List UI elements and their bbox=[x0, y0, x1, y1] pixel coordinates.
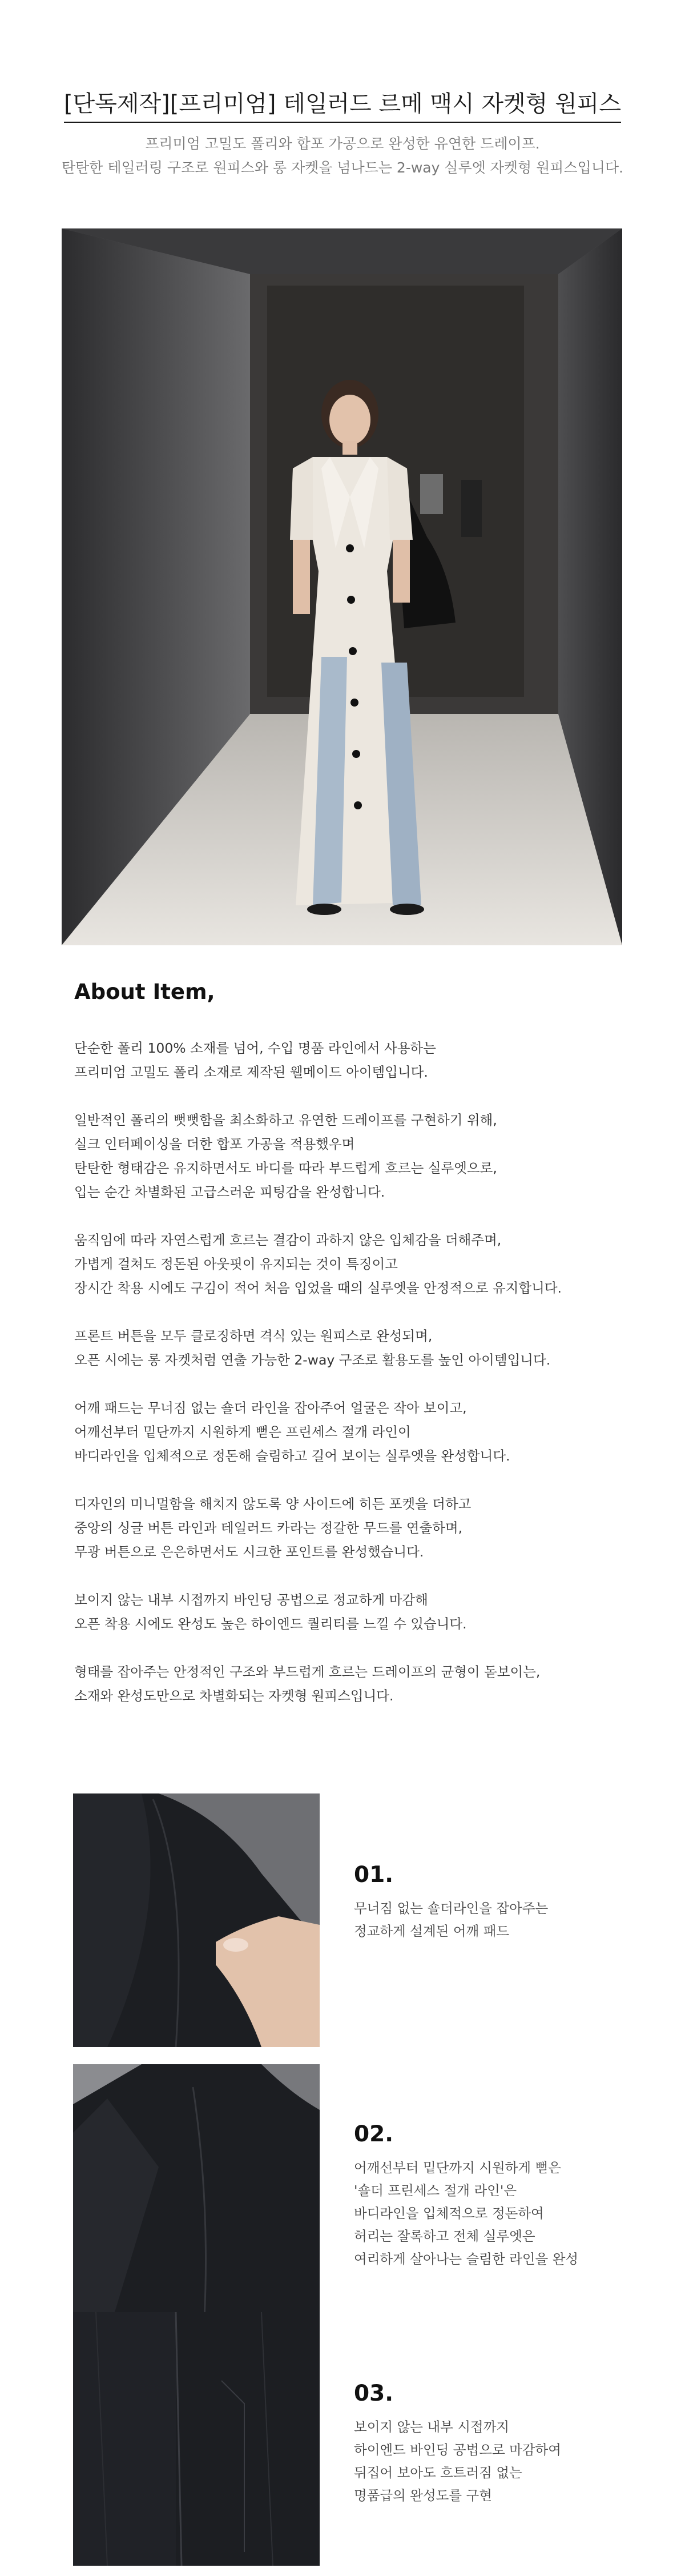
feature-photo bbox=[73, 1793, 320, 2047]
about-paragraph: 디자인의 미니멀함을 해치지 않도록 양 사이드에 히든 포켓을 더하고 중앙의 싱글 버튼 라인과 테일러드 카라는 정갈한 무드를 연출하며, 무광 버튼으로 은은하면서도 시크한 포인트를 완성했습니다. bbox=[74, 1496, 472, 1560]
about-paragraph: 단순한 폴리 100% 소재를 넘어, 수입 명품 라인에서 사용하는 프리미엄 고밀도 폴리 소재로 제작된 웰메이드 아이템입니다. bbox=[74, 1040, 436, 1080]
feature-number: 03. bbox=[354, 2381, 394, 2406]
princess-line-closeup bbox=[73, 2064, 320, 2318]
feature-binding-finish bbox=[73, 2312, 644, 2566]
feature-text bbox=[354, 2121, 639, 2270]
feature-number: 02. bbox=[354, 2121, 394, 2147]
model-illustration bbox=[62, 228, 622, 945]
about-paragraph: 어깨 패드는 무너짐 없는 숄더 라인을 잡아주어 얼굴은 작아 보이고, 어깨선부터 밑단까지 시원하게 뻗은 프린세스 절개 라인이 바디라인을 입체적으로 정돈해 슬림하고 길어 보이는 실루엣을 완성합니다. bbox=[74, 1400, 510, 1464]
about-paragraph: 형태를 잡아주는 안정적인 구조와 부드럽게 흐르는 드레이프의 균형이 돋보이는, 소재와 완성도만으로 차별화되는 자켓형 원피스입니다. bbox=[74, 1664, 541, 1704]
product-title: [단독제작][프리미엄] 테일러드 르메 맥시 자켓형 원피스 bbox=[64, 86, 621, 123]
feature-description: 어깨선부터 밑단까지 시원하게 뻗은 '숄더 프린세스 절개 라인'은 바디라인을 입체적으로 정돈하여 허리는 잘록하고 전체 실루엣은 여리하게 살아나는 슬림한 라인을 완성 bbox=[354, 2160, 579, 2267]
feature-number: 01. bbox=[354, 1862, 394, 1888]
feature-text bbox=[354, 1862, 639, 1943]
subtitle-line: 프리미엄 고밀도 폴리와 합포 가공으로 완성한 유연한 드레이프. bbox=[145, 135, 540, 152]
about-paragraph: 프론트 버튼을 모두 클로징하면 격식 있는 원피스로 완성되며, 오픈 시에는 롱 자켓처럼 연출 가능한 2-way 구조로 활용도를 높인 아이템입니다. bbox=[74, 1328, 551, 1368]
feature-text bbox=[354, 2381, 639, 2507]
binding-closeup bbox=[73, 2312, 320, 2566]
about-item-section bbox=[74, 980, 616, 1732]
feature-photo bbox=[73, 2312, 320, 2566]
about-paragraph: 일반적인 폴리의 뻣뻣함을 최소화하고 유연한 드레이프를 구현하기 위해, 실크 인터페이싱을 더한 합포 가공을 적용했우며 탄탄한 형태감은 유지하면서도 바디를 따라 부드럽게 흐르는 실루엣으로, 입는 순간 차별화된 고급스러운 피팅감을 완성합니다. bbox=[74, 1112, 497, 1200]
about-paragraph: 움직임에 따라 자연스럽게 흐르는 결감이 과하지 않은 입체감을 더해주며, 가볍게 걸쳐도 정돈된 아웃핏이 유지되는 것이 특징이고 장시간 착용 시에도 구김이 적어 처음 입었을 때의 실루엣을 안정적으로 유지합니다. bbox=[74, 1232, 562, 1296]
feature-shoulder-pad bbox=[73, 1793, 644, 2047]
product-subtitle bbox=[0, 132, 685, 180]
feature-description: 무너짐 없는 숄더라인을 잡아주는 정교하게 설계된 어깨 패드 bbox=[354, 1900, 549, 1939]
subtitle-line: 탄탄한 테일러링 구조로 원피스와 롱 자켓을 넘나드는 2-way 실루엣 자켓형 원피스입니다. bbox=[61, 159, 623, 176]
about-title: About Item, bbox=[74, 980, 215, 1004]
feature-photo bbox=[73, 2064, 320, 2318]
feature-description: 보이지 않는 내부 시접까지 하이엔드 바인딩 공법으로 마감하여 뒤집어 보아도 흐트러짐 없는 명품급의 완성도를 구현 bbox=[354, 2419, 561, 2503]
hero-photo bbox=[62, 228, 622, 945]
feature-princess-line bbox=[73, 2064, 644, 2318]
shoulder-pad-closeup bbox=[73, 1793, 320, 2047]
product-header bbox=[0, 86, 685, 180]
about-paragraph: 보이지 않는 내부 시접까지 바인딩 공법으로 정교하게 마감해 오픈 착용 시에도 완성도 높은 하이엔드 퀄리티를 느낄 수 있습니다. bbox=[74, 1592, 467, 1632]
